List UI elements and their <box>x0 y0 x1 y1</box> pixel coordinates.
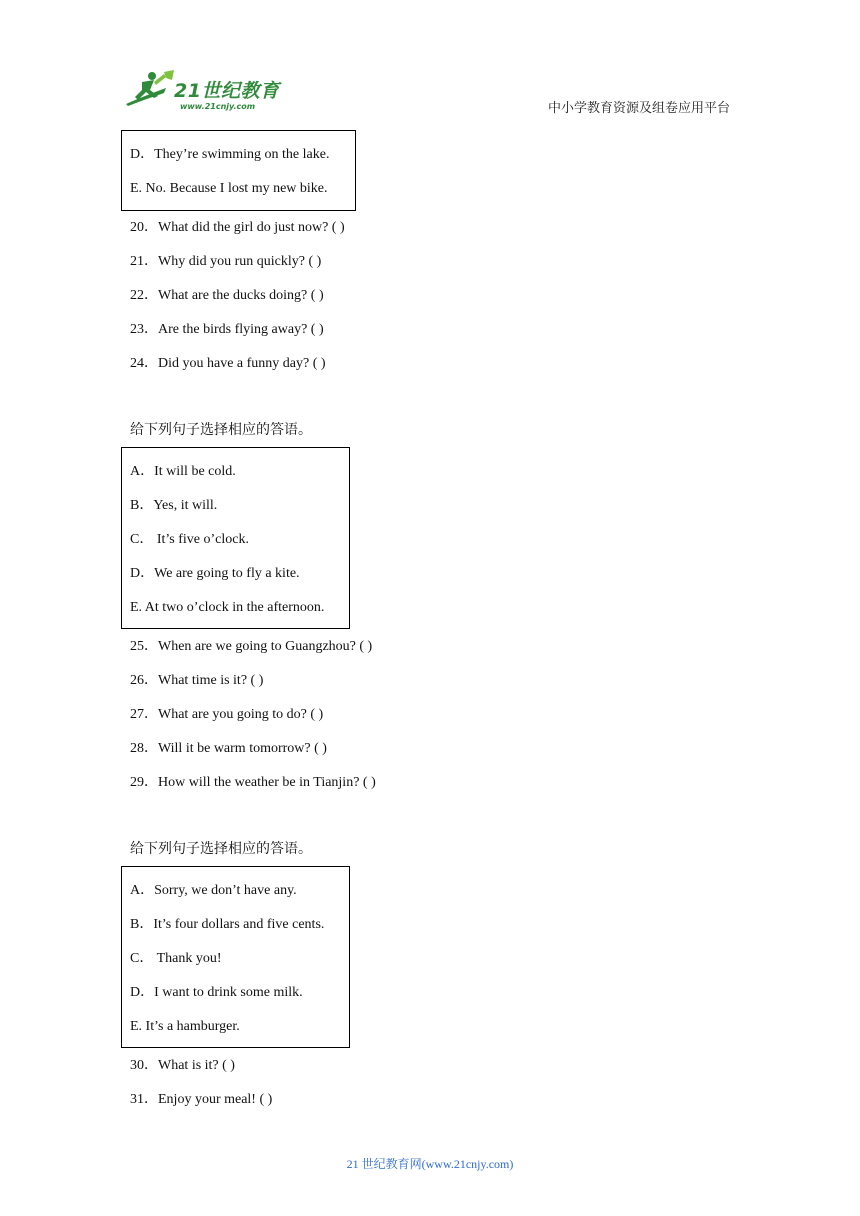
option-d: D．I want to drink some milk. <box>130 985 303 1000</box>
option-b: B．It’s four dollars and five cents. <box>130 917 325 932</box>
option-c: C． Thank you! <box>130 951 222 966</box>
option-d: D．They’re swimming on the lake. <box>130 147 330 162</box>
question-20: 20．What did the girl do just now? ( ) <box>130 220 345 235</box>
runner-logo-icon <box>120 68 176 114</box>
question-27: 27．What are you going to do? ( ) <box>130 707 324 722</box>
question-29: 29．How will the weather be in Tianjin? ( ) <box>130 775 376 790</box>
logo-text: 21世纪教育 <box>174 80 280 102</box>
question-26: 26．What time is it? ( ) <box>130 673 264 688</box>
options-box-2 <box>121 447 350 629</box>
option-e: E. No. Because I lost my new bike. <box>130 181 328 196</box>
question-22: 22．What are the ducks doing? ( ) <box>130 288 324 303</box>
question-21: 21．Why did you run quickly? ( ) <box>130 254 322 269</box>
question-25: 25．When are we going to Guangzhou? ( ) <box>130 639 373 654</box>
question-24: 24．Did you have a funny day? ( ) <box>130 356 326 371</box>
option-b: B．Yes, it will. <box>130 498 218 513</box>
question-23: 23．Are the birds flying away? ( ) <box>130 322 324 337</box>
question-31: 31．Enjoy your meal! ( ) <box>130 1092 273 1107</box>
option-e: E. At two o’clock in the afternoon. <box>130 600 325 615</box>
options-box-3 <box>121 866 350 1048</box>
question-30: 30．What is it? ( ) <box>130 1058 235 1073</box>
option-a: A．Sorry, we don’t have any. <box>130 883 297 898</box>
option-c: C． It’s five o’clock. <box>130 532 249 547</box>
option-d: D．We are going to fly a kite. <box>130 566 300 581</box>
instruction-3: 给下列句子选择相应的答语。 <box>130 842 312 857</box>
options-box-1 <box>121 130 356 211</box>
header-platform-text: 中小学教育资源及组卷应用平台 <box>547 100 730 115</box>
option-a: A．It will be cold. <box>130 464 236 479</box>
instruction-2: 给下列句子选择相应的答语。 <box>130 423 312 438</box>
option-e: E. It’s a hamburger. <box>130 1019 240 1034</box>
site-logo <box>120 68 290 114</box>
logo-url: www.21cnjy.com <box>180 102 256 111</box>
question-28: 28．Will it be warm tomorrow? ( ) <box>130 741 327 756</box>
footer-link[interactable]: 21 世纪教育网(www.21cnjy.com) <box>346 1157 514 1171</box>
